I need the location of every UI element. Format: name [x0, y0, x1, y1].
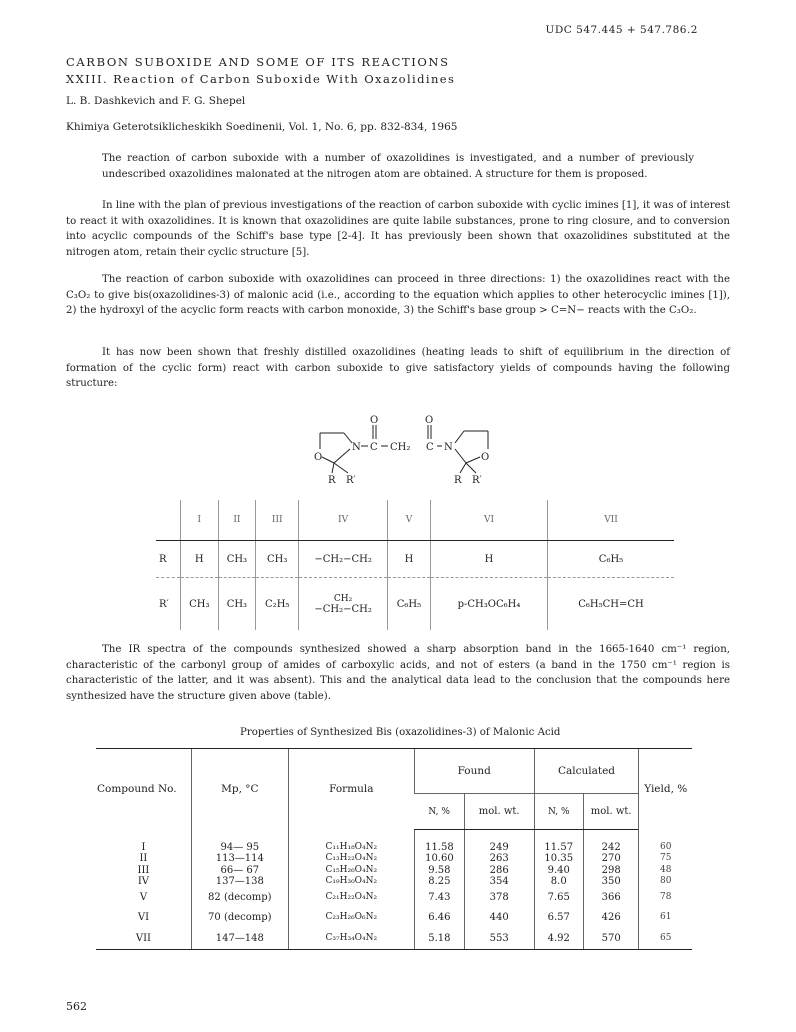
cell-calc-molwt: 242 — [583, 842, 639, 854]
cell-no: II — [139, 853, 148, 865]
structure-diagram — [300, 413, 500, 485]
cell-calc-n: 4.92 — [534, 928, 583, 950]
cell-found-molwt: 378 — [464, 888, 534, 908]
table-cell: CH₃ — [181, 578, 219, 631]
cell-mp: 66— 67 — [191, 865, 288, 877]
cell-no: VI — [137, 912, 150, 924]
cell-yield: 80 — [639, 876, 692, 888]
struct-o-left: O — [370, 415, 379, 426]
struct-n-right: N — [444, 442, 453, 453]
cell-found-n: 11.58 — [414, 842, 464, 854]
cell-found-molwt: 249 — [464, 842, 534, 854]
cell-calc-molwt: 426 — [583, 908, 639, 928]
cell-formula: C₁₉H₃₀O₄N₂ — [288, 876, 414, 888]
table-caption: Properties of Synthesized Bis (oxazolidines-3) of Malonic Acid — [240, 727, 561, 738]
cell-no: V — [139, 892, 148, 904]
cell-found-molwt: 354 — [464, 876, 534, 888]
table-row — [96, 928, 692, 950]
col-header: VI — [431, 500, 548, 541]
header-mp: Mp, °C — [191, 749, 288, 830]
header-calc-n: N, % — [534, 794, 583, 830]
table-row — [96, 853, 692, 865]
struct-c-right: C — [426, 442, 434, 453]
cell-formula: C₁₅H₂₆O₄N₂ — [288, 865, 414, 877]
table-cell: C₂H₅ — [256, 578, 299, 631]
cell-mp: 137—138 — [191, 876, 288, 888]
article-subtitle: XXIII. Reaction of Carbon Suboxide With Oxazolidines — [66, 72, 456, 86]
table-cell: C₆H₅ — [548, 541, 675, 578]
cell-calc-n: 6.57 — [534, 908, 583, 928]
table-cell: p-CH₃OC₆H₄ — [431, 578, 548, 631]
cell-found-molwt: 286 — [464, 865, 534, 877]
journal-citation: Khimiya Geterotsiklicheskikh Soedinenii, Vol. 1, No. 6, pp. 832-834, 1965 — [66, 121, 458, 133]
struct-rprime-left: R′ — [346, 475, 356, 485]
paragraph-directions: The reaction of carbon suboxide with oxazolidines can proceed in three directions: 1) the oxazolidines react with the C₃O₂ to give bis(oxazolidines-3) of malonic acid (i.e., according to the equation which applies to other heterocyclic imines [1]), 2) the hydroxyl of the acyclic form reacts with carbon monoxide, 3) the Schiff's base group > C=N− reacts with the C₃O₂. — [66, 274, 730, 317]
struct-rprime-right: R′ — [472, 475, 482, 485]
cell-mp: 113—114 — [191, 853, 288, 865]
header-found-n: N, % — [414, 794, 464, 830]
cell-no: IV — [137, 876, 150, 888]
cell-calc-molwt: 350 — [583, 876, 639, 888]
cell-formula: C₂₃H₂₆O₆N₂ — [288, 908, 414, 928]
header-compound: Compound No. — [96, 749, 191, 830]
cell-found-n: 6.46 — [414, 908, 464, 928]
cell-calc-molwt: 298 — [583, 865, 639, 877]
header-yield: Yield, % — [639, 749, 692, 830]
cell-formula: C₁₃H₂₂O₄N₂ — [288, 853, 414, 865]
table-row — [96, 842, 692, 854]
cell-formula: C₁₁H₁₈O₄N₂ — [288, 842, 414, 854]
properties-table — [96, 748, 692, 950]
col-header: III — [256, 500, 299, 541]
cell-calc-molwt: 570 — [583, 928, 639, 950]
cell-found-n: 10.60 — [414, 853, 464, 865]
cell-calc-n: 10.35 — [534, 853, 583, 865]
cell-calc-n: 7.65 — [534, 888, 583, 908]
struct-ch2: CH₂ — [390, 442, 411, 453]
col-header: IV — [299, 500, 388, 541]
struct-o-right: O — [425, 415, 434, 426]
row-label-rprime: R′ — [156, 578, 181, 631]
struct-o-ring-right: O — [481, 452, 490, 463]
table-row — [96, 888, 692, 908]
cell-found-n: 8.25 — [414, 876, 464, 888]
struct-o-ring-left: O — [314, 452, 323, 463]
iv-mid-ch2: CH₂ — [333, 593, 353, 604]
header-calc-molwt: mol. wt. — [583, 794, 639, 830]
cell-calc-n: 9.40 — [534, 865, 583, 877]
table-cell: H — [387, 541, 430, 578]
table-cell: H — [431, 541, 548, 578]
cell-calc-molwt: 270 — [583, 853, 639, 865]
paragraph-ir: The IR spectra of the compounds synthesized showed a sharp absorption band in the 1665-1640 cm⁻¹ region, characteristic of the carbonyl group of amides of carboxylic acids, and not of esters (a band in the 1750 cm⁻¹ region is characteristic of the latter, and it was absent). This and the analytical data lead to the conclusion that the compounds here synthesized have the structure given above (table). — [66, 644, 730, 702]
header-found: Found — [414, 749, 534, 794]
cell-calc-molwt: 366 — [583, 888, 639, 908]
cell-formula: C₃₇H₃₄O₄N₂ — [288, 928, 414, 950]
table-cell: CH₃ — [256, 541, 299, 578]
cell-yield: 48 — [639, 865, 692, 877]
struct-n-left: N — [352, 442, 361, 453]
cell-mp: 147—148 — [191, 928, 288, 950]
substituent-table — [156, 500, 674, 630]
table-cell: CH₃ — [218, 541, 256, 578]
struct-r-right: R — [454, 475, 462, 485]
table-row — [96, 876, 692, 888]
col-header: I — [181, 500, 219, 541]
table-cell: C₆H₅ — [387, 578, 430, 631]
cell-yield: 65 — [639, 928, 692, 950]
table-cell-text: −CH₂−CH₂ — [314, 603, 372, 615]
header-formula: Formula — [288, 749, 414, 830]
udc-code: UDC 547.445 + 547.786.2 — [545, 24, 698, 36]
cell-calc-n: 11.57 — [534, 842, 583, 854]
struct-c-left: C — [370, 442, 378, 453]
paragraph-intro: In line with the plan of previous investigations of the reaction of carbon suboxide with cyclic imines [1], it was of interest to react it with oxazolidines. It is known that oxazolidines are quite labile substances, prone to ring closure, and to conversion into acyclic compounds of the Schiff's base type [2-4]. It has previously been shown that oxazolidines substituted at the nitrogen atom, retain their cyclic structure [5]. — [66, 200, 730, 258]
table-cell: −CH₂−CH₂ — [299, 541, 388, 578]
col-header: VII — [548, 500, 675, 541]
cell-yield: 60 — [639, 842, 692, 854]
header-calculated: Calculated — [534, 749, 639, 794]
cell-mp: 70 (decomp) — [191, 908, 288, 928]
cell-no: I — [141, 841, 146, 853]
cell-mp: 82 (decomp) — [191, 888, 288, 908]
cell-found-molwt: 440 — [464, 908, 534, 928]
table-row — [96, 908, 692, 928]
cell-found-n: 9.58 — [414, 865, 464, 877]
cell-formula: C₂₁H₂₂O₄N₂ — [288, 888, 414, 908]
cell-found-molwt: 553 — [464, 928, 534, 950]
paragraph-result: It has now been shown that freshly distilled oxazolidines (heating leads to shift of equilibrium in the direction of formation of the cyclic form) react with carbon suboxide to give satisfactory yields of compounds having the following structure: — [66, 347, 730, 390]
table-cell — [299, 578, 388, 631]
col-header: V — [387, 500, 430, 541]
cell-found-n: 5.18 — [414, 928, 464, 950]
cell-yield: 78 — [639, 888, 692, 908]
col-header: II — [218, 500, 256, 541]
article-title: CARBON SUBOXIDE AND SOME OF ITS REACTIONS — [66, 55, 450, 69]
cell-found-molwt: 263 — [464, 853, 534, 865]
cell-found-n: 7.43 — [414, 888, 464, 908]
cell-calc-n: 8.0 — [534, 876, 583, 888]
table-cell: C₆H₅CH=CH — [548, 578, 675, 631]
abstract: The reaction of carbon suboxide with a number of oxazolidines is investigated, and a number of previously undescribed oxazolidines malonated at the nitrogen atom are obtained. A structure for them is proposed. — [102, 153, 694, 180]
table-cell: CH₃ — [218, 578, 256, 631]
row-label-r: R — [156, 541, 181, 578]
cell-yield: 75 — [639, 853, 692, 865]
page-number: 562 — [66, 1000, 87, 1013]
table-row — [96, 865, 692, 877]
cell-no: III — [137, 864, 150, 876]
cell-mp: 94— 95 — [191, 842, 288, 854]
struct-r-left: R — [328, 475, 336, 485]
table-cell: H — [181, 541, 219, 578]
authors: L. B. Dashkevich and F. G. Shepel — [66, 95, 246, 107]
header-found-molwt: mol. wt. — [464, 794, 534, 830]
cell-yield: 61 — [639, 908, 692, 928]
cell-no: VII — [96, 928, 191, 950]
